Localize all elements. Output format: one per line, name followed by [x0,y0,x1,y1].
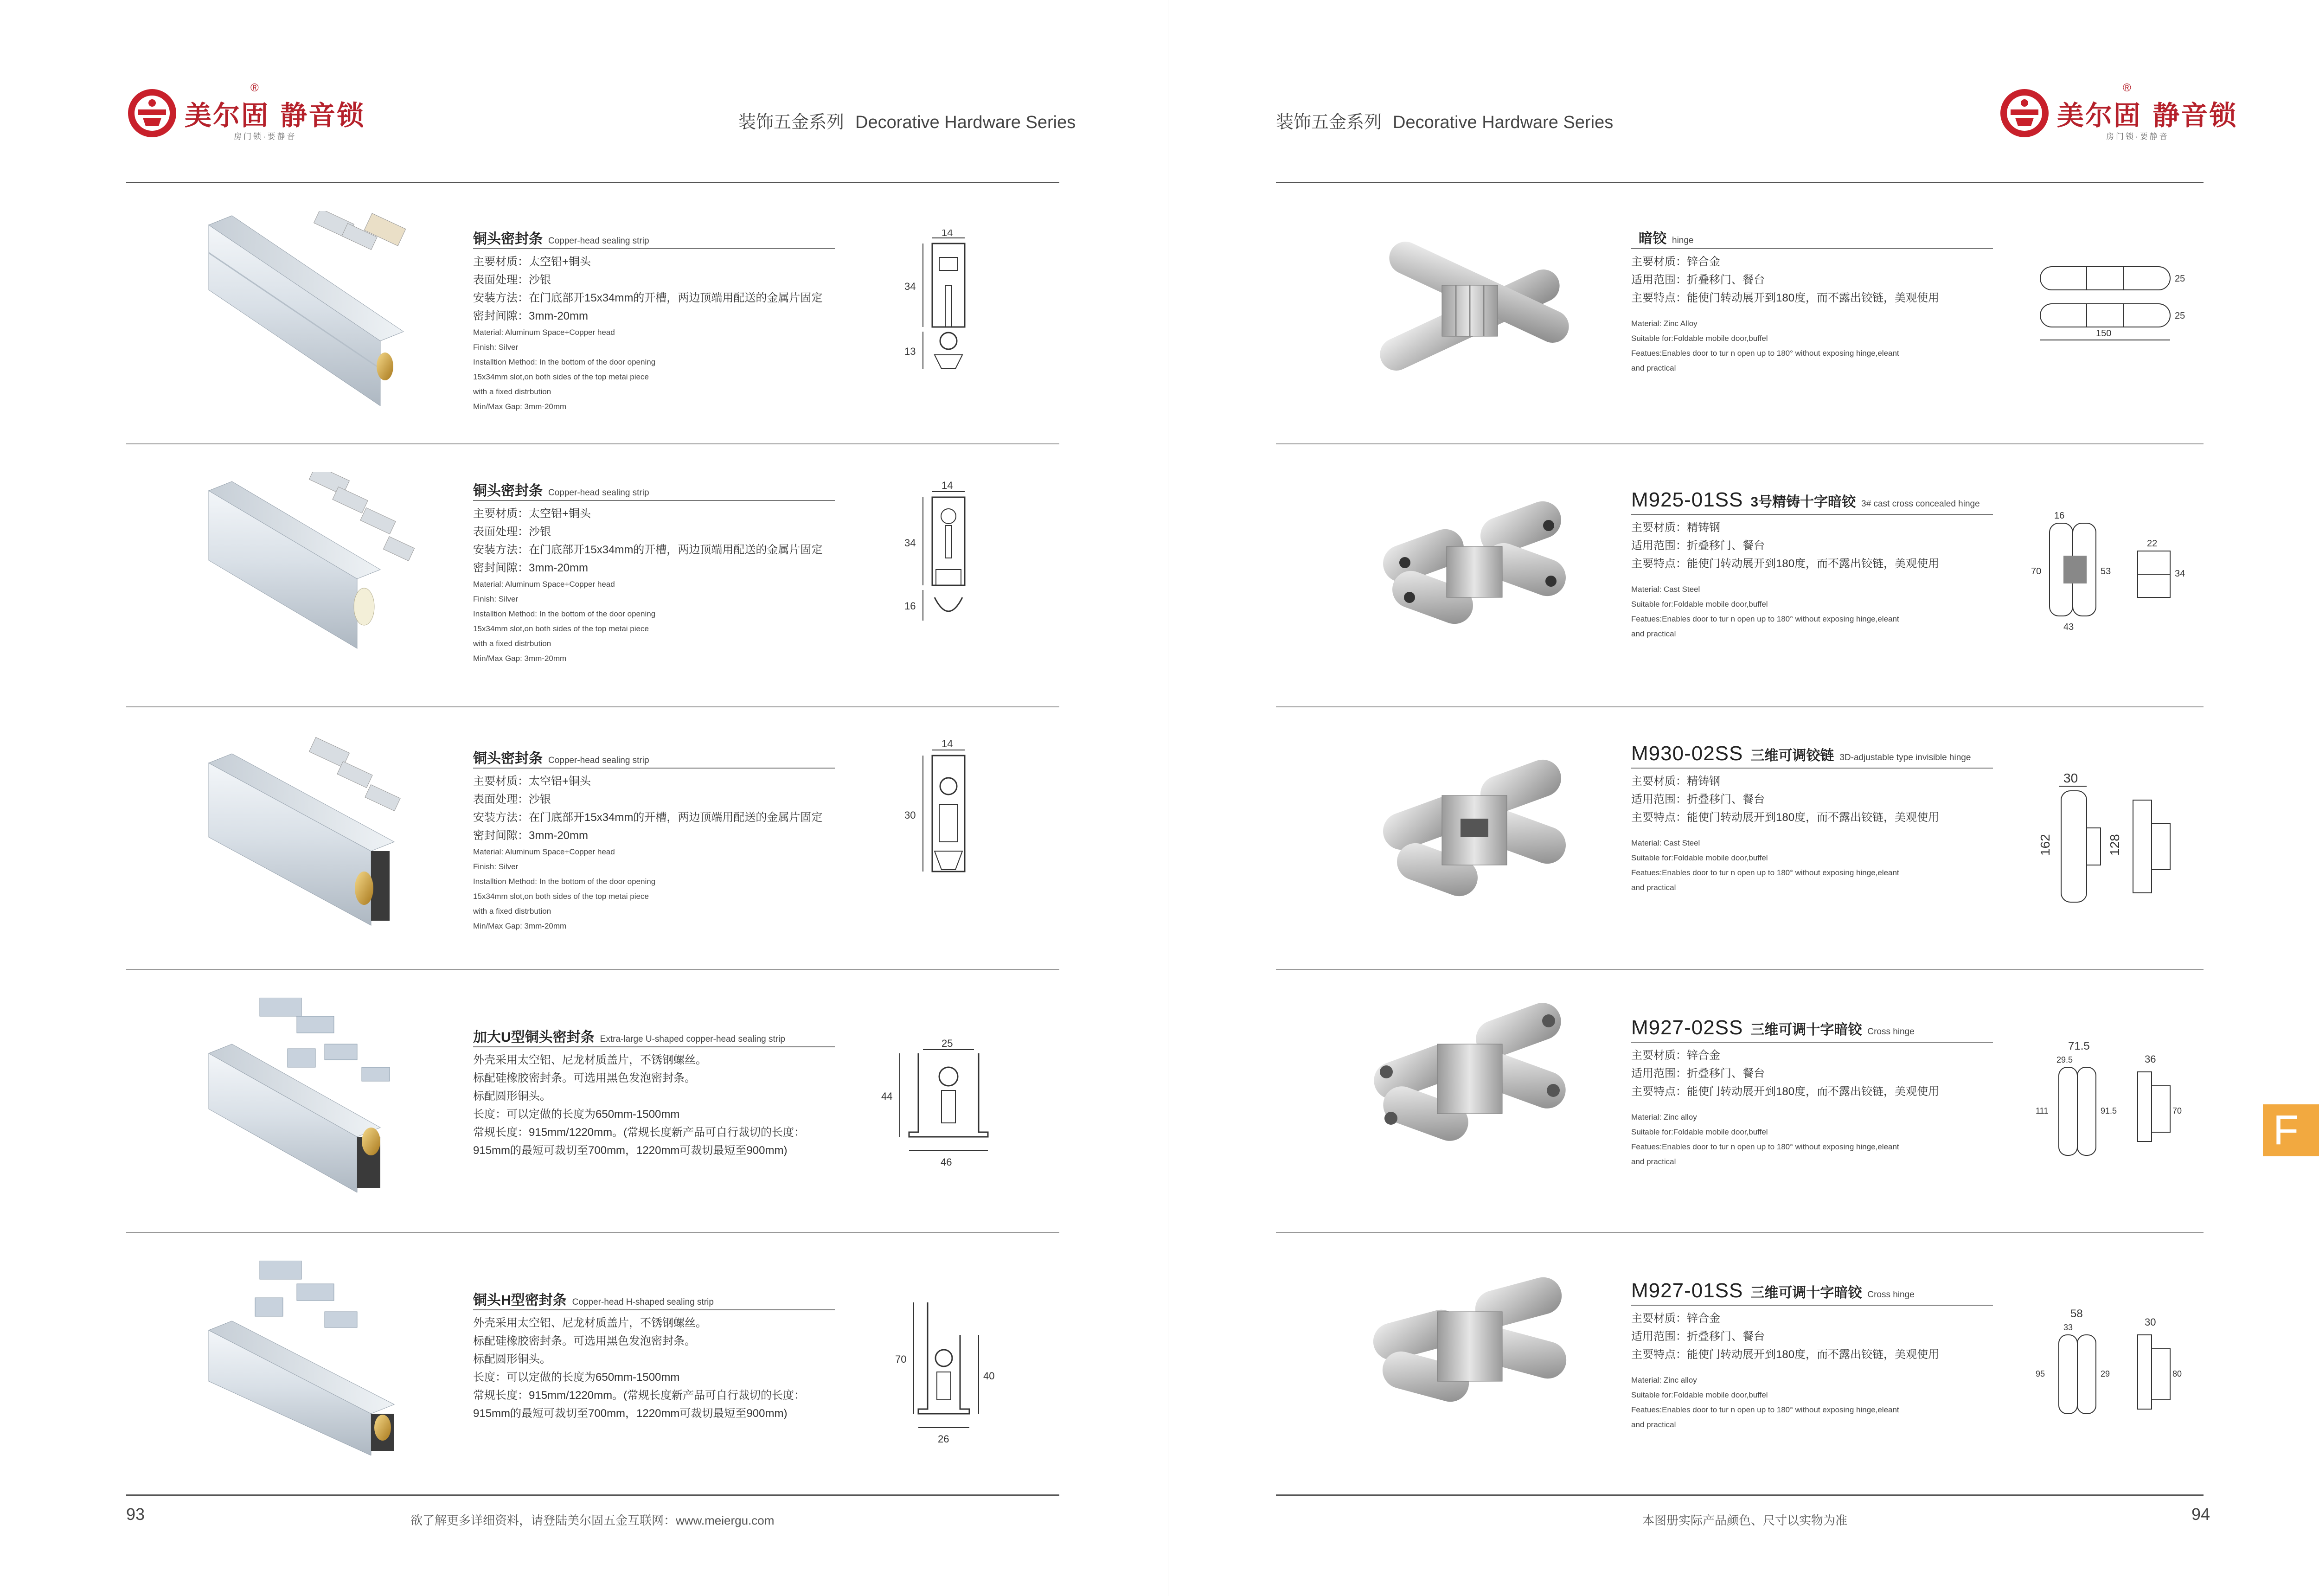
product-name-en: Copper-head H-shaped sealing strip [572,1297,714,1307]
spec-line-en: Min/Max Gap: 3mm-20mm [473,654,567,663]
dimension-label: 34 [904,537,916,549]
product-name-cn: 三维可调十字暗铰 [1750,1285,1862,1301]
brand-logo [1999,82,2238,141]
spec-line-en: Suitable for:Foldable mobile door,buffel [1631,334,1768,343]
dimension-label: 128 [2108,834,2122,856]
spec-block [1631,253,1939,376]
product-title [1631,1016,1915,1039]
hinge-photo [1354,1256,1586,1442]
product-row [1168,970,2319,1232]
spec-line-en: Finish: Silver [473,343,519,352]
dimension-drawing [2026,253,2193,373]
sealing-strip-photo [204,211,427,406]
dimension-label: 40 [983,1370,995,1382]
dimension-drawing [2031,1039,2193,1179]
product-row [0,183,1168,446]
product-title [1631,488,1980,512]
spec-block [1631,772,1939,895]
product-name-cn: 铜头密封条 [473,483,543,499]
spec-block [1631,519,1939,641]
spec-line: 主要特点：能使门转动展开到180度，而不露出铰链，美观使用 [1631,558,1940,570]
cross-section-drawing [890,740,1002,925]
spec-block [473,1314,805,1423]
footer-rule [1276,1494,2204,1496]
spec-line: 915mm的最短可裁切至700mm，1220mm可裁切最短至900mm) [473,1144,788,1157]
spec-line: 主要材质：太空铝+铜头 [473,507,591,520]
spec-line: 长度：可以定做的长度为650mm-1500mm [473,1371,680,1384]
brand-slogan: 房门锁·要静音 [2106,132,2169,141]
series-cn: 装饰五金系列 [738,113,845,132]
spec-block [473,772,822,934]
spec-line: 主要特点：能使门转动展开到180度，而不露出铰链，美观使用 [1631,811,1940,824]
spec-line-en: Material: Aluminum Space+Copper head [473,580,615,589]
dimension-label: 43 [2063,622,2074,632]
spec-line: 长度：可以定做的长度为650mm-1500mm [473,1108,680,1121]
spec-line-en: Material: Zinc alloy [1631,1376,1697,1384]
spec-line: 适用范围：折叠移门、餐台 [1631,1067,1765,1080]
spec-line: 密封间隙：3mm-20mm [473,310,589,322]
spec-line: 常规长度：915mm/1220mm。(常规长度新产品可自行裁切的长度： [473,1126,806,1139]
spec-line: 表面处理：沙银 [473,274,551,286]
dimension-label: 29.5 [2056,1055,2073,1064]
dimension-label: 70 [2031,566,2042,577]
product-code: M925-01SS [1631,488,1743,511]
spec-block [473,505,822,666]
product-name-en: Copper-head sealing strip [548,756,649,765]
title-underline [473,1046,835,1047]
cross-section-drawing [890,481,1002,667]
dimension-drawing [2036,772,2189,921]
spec-line-en: and practical [1631,629,1676,638]
spec-line-en: with a fixed distrbution [473,907,551,916]
spec-line: 主要材质：锌合金 [1631,256,1720,268]
dimension-label: 36 [2145,1053,2156,1065]
series-cn: 装饰五金系列 [1276,113,1382,132]
dimension-label: 30 [904,809,916,821]
product-name-en: Copper-head sealing strip [548,236,649,246]
page-number: 93 [126,1505,145,1524]
dimension-label: 30 [2063,772,2078,785]
cross-section-drawing [881,1293,1011,1460]
dimension-label: 70 [2172,1106,2182,1115]
spec-line-en: Material: Cast Steel [1631,839,1700,847]
spec-line: 安装方法：在门底部开15x34mm的开槽，两边顶端用配送的金属片固定 [473,544,823,556]
sealing-strip-photo [204,472,427,667]
brand-logo [126,82,365,141]
dimension-label: 29 [2101,1369,2110,1378]
spec-line: 标配圆形铜头。 [473,1353,551,1365]
page-number: 94 [2191,1505,2210,1524]
brand-name: 美尔固 静音锁 [185,100,365,131]
spec-line: 主要材质：精铸钢 [1631,775,1720,788]
dimension-label: 111 [2036,1106,2049,1115]
series-en: Decorative Hardware Series [855,113,1076,132]
spec-block [473,253,822,414]
spec-line-en: Material: Zinc Alloy [1631,319,1698,328]
spec-line-en: Installtion Method: In the bottom of the door opening [473,877,656,886]
dimension-label: 80 [2172,1369,2182,1378]
dimension-label: 91.5 [2101,1106,2117,1115]
series-heading [738,108,1076,133]
spec-line: 主要材质：锌合金 [1631,1049,1720,1062]
product-row [0,1233,1168,1495]
product-code: M927-02SS [1631,1016,1743,1039]
dimension-drawing [2026,505,2193,644]
product-name-en: hinge [1672,236,1694,245]
product-row [0,444,1168,707]
dimension-label: 25 [2175,311,2185,321]
product-title [1631,1279,1915,1302]
title-underline [1631,1305,1993,1306]
product-row [0,970,1168,1232]
product-name-en: Copper-head sealing strip [548,488,649,498]
right-page [1168,0,2319,1596]
product-row [0,707,1168,970]
spec-line: 主要材质：精铸钢 [1631,521,1720,534]
spec-line-en: Material: Zinc alloy [1631,1113,1697,1122]
spec-line-en: 15x34mm slot,on both sides of the top metai piece [473,372,649,381]
product-name-en: 3# cast cross concealed hinge [1861,499,1980,509]
sealing-strip-photo [204,998,427,1192]
dimension-label: 58 [2070,1308,2083,1320]
spec-line-en: Material: Cast Steel [1631,585,1700,594]
title-underline [1631,514,1993,515]
spec-line: 密封间隙：3mm-20mm [473,562,589,574]
dimension-label: 95 [2036,1369,2045,1378]
hinge-photo [1363,481,1586,648]
spec-line: 安装方法：在门底部开15x34mm的开槽，两边顶端用配送的金属片固定 [473,292,823,304]
dimension-label: 14 [942,230,953,238]
dimension-label: 34 [904,281,916,292]
dimension-label: 30 [2145,1316,2156,1328]
product-name-cn: 铜头H型密封条 [473,1293,567,1308]
spec-line: 标配圆形铜头。 [473,1090,551,1102]
dimension-label: 16 [904,600,916,612]
product-title [473,479,649,500]
series-heading [1276,108,1613,133]
spec-line: 适用范围：折叠移门、餐台 [1631,793,1765,806]
product-name-en: 3D-adjustable type invisible hinge [1839,753,1971,763]
dimension-label: 53 [2101,566,2111,577]
hinge-photo [1354,993,1586,1179]
footer-note: 本图册实际产品颜色、尺寸以实物为准 [1642,1513,1848,1527]
product-name-en: Cross hinge [1867,1027,1915,1037]
spec-line: 适用范围：折叠移门、餐台 [1631,539,1765,552]
product-code: M930-02SS [1631,742,1743,765]
spec-line-en: Finish: Silver [473,862,519,871]
dimension-label: 16 [2054,511,2065,521]
dimension-label: 25 [942,1039,953,1049]
spec-line-en: with a fixed distrbution [473,387,551,396]
product-title [473,747,649,767]
spec-line-en: and practical [1631,1157,1676,1166]
spec-block [473,1051,805,1160]
spec-line-en: Featues:Enables door to tur n open up to 180° without exposing hinge,eleant [1631,868,1899,877]
spec-line-en: and practical [1631,883,1676,892]
spec-line-en: Featues:Enables door to tur n open up to 180° without exposing hinge,eleant [1631,1405,1899,1414]
spec-line: 表面处理：沙银 [473,526,551,538]
product-name-en: Cross hinge [1867,1290,1915,1300]
spec-block [1631,1046,1939,1169]
dimension-label: 70 [895,1353,907,1365]
spec-line: 主要特点：能使门转动展开到180度，而不露出铰链，美观使用 [1631,1348,1940,1361]
sealing-strip-photo [204,1261,427,1455]
spec-line-en: Featues:Enables door to tur n open up to 180° without exposing hinge,eleant [1631,1142,1899,1151]
spec-line-en: Installtion Method: In the bottom of the door opening [473,609,656,618]
title-underline [1631,768,1993,769]
spec-line: 安装方法：在门底部开15x34mm的开槽，两边顶端用配送的金属片固定 [473,811,823,824]
product-row [1168,707,2319,970]
cross-section-drawing [890,230,1002,415]
product-title [473,227,649,248]
spec-line-en: Finish: Silver [473,595,519,603]
spec-line-en: and practical [1631,1420,1676,1429]
spec-line-en: with a fixed distrbution [473,639,551,648]
footer-note: 欲了解更多详细资料，请登陆美尔固五金互联网：www.meiergu.com [410,1513,775,1527]
product-name-cn: 3号精铸十字暗铰 [1750,494,1856,510]
product-title [473,1026,785,1046]
spec-line-en: Suitable for:Foldable mobile door,buffel [1631,1391,1768,1399]
spec-line: 标配硅橡胶密封条。可选用黑色发泡密封条。 [473,1072,696,1084]
cross-section-drawing [881,1039,1011,1188]
dimension-label: 14 [942,740,953,750]
spec-line-en: Installtion Method: In the bottom of the door opening [473,358,656,366]
dimension-label: 25 [2175,274,2185,284]
product-code: M927-01SS [1631,1279,1743,1302]
dimension-label: 26 [938,1433,949,1445]
dimension-label: 162 [2038,834,2052,856]
spec-line-en: Suitable for:Foldable mobile door,buffel [1631,1128,1768,1136]
spec-line-en: Featues:Enables door to tur n open up to 180° without exposing hinge,eleant [1631,615,1899,623]
spec-block [1631,1309,1939,1432]
dimension-label: 46 [941,1156,952,1168]
product-name-en: Extra-large U-shaped copper-head sealing strip [600,1034,785,1044]
spec-line-en: Min/Max Gap: 3mm-20mm [473,922,567,930]
spec-line: 主要特点：能使门转动展开到180度，而不露出铰链，美观使用 [1631,1085,1940,1098]
spec-line-en: 15x34mm slot,on both sides of the top metai piece [473,892,649,901]
product-name-cn: 三维可调铰链 [1750,748,1834,763]
spec-line: 适用范围：折叠移门、餐台 [1631,274,1765,286]
dimension-label: 34 [2175,569,2185,579]
spec-line-en: Featues:Enables door to tur n open up to 180° without exposing hinge,eleant [1631,349,1899,358]
spec-line: 常规长度：915mm/1220mm。(常规长度新产品可自行裁切的长度： [473,1389,806,1402]
spec-line: 主要材质：锌合金 [1631,1312,1720,1325]
registered-mark: ® [2123,82,2131,94]
spec-line-en: Material: Aluminum Space+Copper head [473,847,615,856]
product-title [473,1288,714,1309]
sealing-strip-photo [204,735,427,930]
product-row [1168,444,2319,707]
spec-line: 主要特点：能使门转动展开到180度，而不露出铰链，美观使用 [1631,292,1940,304]
hinge-photo [1363,234,1586,392]
spec-line-en: Min/Max Gap: 3mm-20mm [473,402,567,411]
title-underline [1631,248,1993,249]
dimension-label: 22 [2147,538,2158,549]
title-underline [473,768,835,769]
series-en: Decorative Hardware Series [1393,113,1614,132]
brand-name: 美尔固 静音锁 [2057,100,2238,131]
brand-mark-icon [126,87,178,139]
spec-line: 标配硅橡胶密封条。可选用黑色发泡密封条。 [473,1335,696,1347]
spec-line-en: Material: Aluminum Space+Copper head [473,328,615,337]
brand-slogan: 房门锁·要静音 [234,132,297,141]
section-tab: F [2263,1104,2319,1156]
registered-mark: ® [250,82,259,94]
dimension-label: 14 [942,481,953,491]
spec-line-en: Suitable for:Foldable mobile door,buffel [1631,853,1768,862]
dimension-label: 33 [2063,1323,2073,1332]
spec-line: 外壳采用太空铝、尼龙材质盖片，不锈钢螺丝。 [473,1054,707,1066]
spec-line: 主要材质：太空铝+铜头 [473,256,591,268]
dimension-label: 150 [2096,328,2112,339]
brand-mark-icon [1999,87,2050,139]
title-underline [1631,1042,1993,1043]
product-name-cn: 铜头密封条 [473,231,543,247]
product-name-cn: 铜头密封条 [473,751,543,766]
spec-line: 主要材质：太空铝+铜头 [473,775,591,788]
spec-line: 表面处理：沙银 [473,793,551,806]
spec-line: 适用范围：折叠移门、餐台 [1631,1330,1765,1343]
dimension-label: 71.5 [2068,1040,2090,1052]
footer-rule [126,1494,1059,1496]
dimension-label: 13 [904,346,916,357]
spec-line-en: Suitable for:Foldable mobile door,buffel [1631,600,1768,609]
spec-line-en: 15x34mm slot,on both sides of the top metai piece [473,624,649,633]
hinge-photo [1363,740,1586,916]
product-name-cn: 暗铰 [1639,231,1666,246]
spec-line: 外壳采用太空铝、尼龙材质盖片，不锈钢螺丝。 [473,1317,707,1329]
product-title [1631,225,1694,248]
spec-line: 密封间隙：3mm-20mm [473,829,589,842]
product-name-cn: 加大U型铜头密封条 [473,1030,595,1045]
product-name-cn: 三维可调十字暗铰 [1750,1022,1862,1038]
spec-line: 915mm的最短可裁切至700mm，1220mm可裁切最短至900mm) [473,1407,788,1420]
dimension-label: 44 [881,1090,893,1102]
product-row [1168,183,2319,446]
title-underline [473,248,835,249]
title-underline [473,500,835,501]
product-row [1168,1233,2319,1495]
spec-line-en: and practical [1631,364,1676,372]
title-underline [473,1309,835,1310]
product-title [1631,742,1971,765]
dimension-drawing [2031,1307,2193,1446]
